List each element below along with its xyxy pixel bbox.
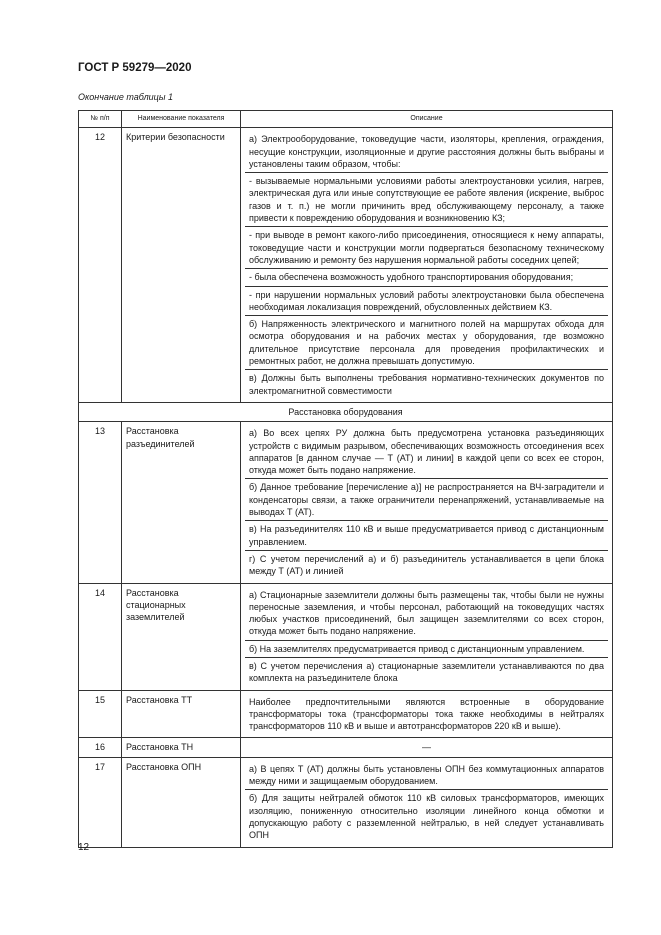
header-name: Наименование показателя	[122, 111, 241, 128]
description-cell	[241, 583, 613, 690]
table-row	[79, 128, 613, 403]
description-paragraph: Наиболее предпочтительными являются встроенные в оборудование трансформаторы тока (трансформаторы тока также необходимы в нейтралях трансформаторов 110 кВ и выше и автотрансформаторов 220 кВ и выше).	[249, 696, 604, 732]
description-paragraph: а) Во всех цепях РУ должна быть предусмотрена установка разъединяющих устройств с видимым разрывом, обеспечивающих возможность отсоединения всех аппаратов [в данном случае — Т (АТ) и линии] в каждой цепи со всех ее сторон, откуда может быть подано напряжение.	[249, 428, 604, 476]
description-paragraph: б) Напряженность электрического и магнитного полей на маршрутах обхода для осмотра оборудования и на рабочих местах у оборудования, где возможно длительное присутствие персонала для проведения профилактических и ремонтных работ, не должна превышать допустимую.	[245, 315, 608, 369]
indicator-name: Расстановка ТТ	[122, 690, 241, 738]
description-paragraph: а) Стационарные заземлители должны быть размещены так, чтобы были не нужны переносные заземления, и чтобы персонал, работающий на токоведущих частях любых участков присоединений, был защищен заземлителями со всех сторон, откуда может быть подано напряжение.	[249, 589, 604, 637]
description-cell	[241, 757, 613, 847]
description-paragraph: в) Должны быть выполнены требования нормативно-технических документов по электромагнитной совместимости	[245, 369, 608, 399]
description-paragraph: - вызываемые нормальными условиями работы электроустановки усилия, нагрев, электрическая дуга или иные сопутствующие ее работе явления (искрение, выброс газов и т. п.) не могли причинить вред обслуживающему персоналу, а также привести к повреждению оборудования и возникновению КЗ;	[245, 172, 608, 226]
table-caption: Окончание таблицы 1	[78, 92, 173, 102]
description-empty: —	[241, 738, 613, 757]
description-paragraph: б) На заземлителях предусматривается привод с дистанционным управлением.	[245, 640, 608, 657]
table-row	[79, 422, 613, 583]
table-row	[79, 757, 613, 847]
description-cell	[241, 690, 613, 738]
description-paragraph: в) С учетом перечисления а) стационарные заземлители устанавливаются по два комплекта на разъединителе блока	[245, 657, 608, 687]
description-cell	[241, 128, 613, 403]
table-row	[79, 583, 613, 690]
description-paragraph: в) На разъединителях 110 кВ и выше предусматривается привод с дистанционным управлением.	[245, 520, 608, 550]
description-paragraph: - при нарушении нормальных условий работы электроустановки была обеспечена необходимая локализация повреждений, обусловленных действием КЗ.	[245, 286, 608, 316]
indicator-name: Расстановка разъединителей	[122, 422, 241, 583]
description-paragraph: а) Электрооборудование, токоведущие части, изоляторы, крепления, ограждения, несущие конструкции, изоляционные и другие расстояния должны быть выбраны и установлены таким образом, чтобы:	[249, 134, 604, 169]
description-cell	[241, 422, 613, 583]
table-header-row	[79, 111, 613, 128]
table-row	[79, 738, 613, 757]
row-number: 17	[79, 757, 122, 847]
table-row	[79, 690, 613, 738]
indicator-name: Расстановка ТН	[122, 738, 241, 757]
row-number: 16	[79, 738, 122, 757]
indicator-name: Расстановка ОПН	[122, 757, 241, 847]
row-number: 15	[79, 690, 122, 738]
description-paragraph: б) Для защиты нейтралей обмоток 110 кВ силовых трансформаторов, имеющих изоляцию, пониженную относительно изоляции линейного конца обмотки и допускающую работу с разземленной нейтралью, в ней следует устанавливать ОПН	[245, 789, 608, 843]
document-header: ГОСТ Р 59279—2020	[78, 62, 192, 74]
indicator-name: Критерии безопасности	[122, 128, 241, 403]
row-number: 14	[79, 583, 122, 690]
description-paragraph: - была обеспечена возможность удобного транспортирования оборудования;	[245, 268, 608, 285]
section-row	[79, 402, 613, 421]
row-number: 12	[79, 128, 122, 403]
row-number: 13	[79, 422, 122, 583]
table-body	[79, 128, 613, 847]
section-title: Расстановка оборудования	[79, 402, 613, 421]
specs-table	[78, 110, 613, 848]
description-paragraph: - при выводе в ремонт какого-либо присоединения, относящиеся к нему аппараты, токоведущие части и конструкции могли подвергаться безопасному техническому обслуживанию и ремонту без нарушения нормальной работы соседних цепей;	[245, 226, 608, 268]
header-desc: Описание	[241, 111, 613, 128]
page-number: 12	[78, 842, 90, 853]
header-num: № п/п	[79, 111, 122, 128]
description-paragraph: г) С учетом перечислений а) и б) разъединитель устанавливается в цепи блока между Т (АТ) и линией	[245, 550, 608, 580]
indicator-name: Расстановка стационарных заземлителей	[122, 583, 241, 690]
description-paragraph: б) Данное требование [перечисление а)] не распространяется на ВЧ-заградители и конденсаторы связи, а также ограничители перенапряжений, устанавливаемые на выводах Т (АТ).	[245, 478, 608, 520]
description-paragraph: а) В цепях Т (АТ) должны быть установлены ОПН без коммутационных аппаратов между ними и защищаемым оборудованием.	[249, 763, 604, 787]
